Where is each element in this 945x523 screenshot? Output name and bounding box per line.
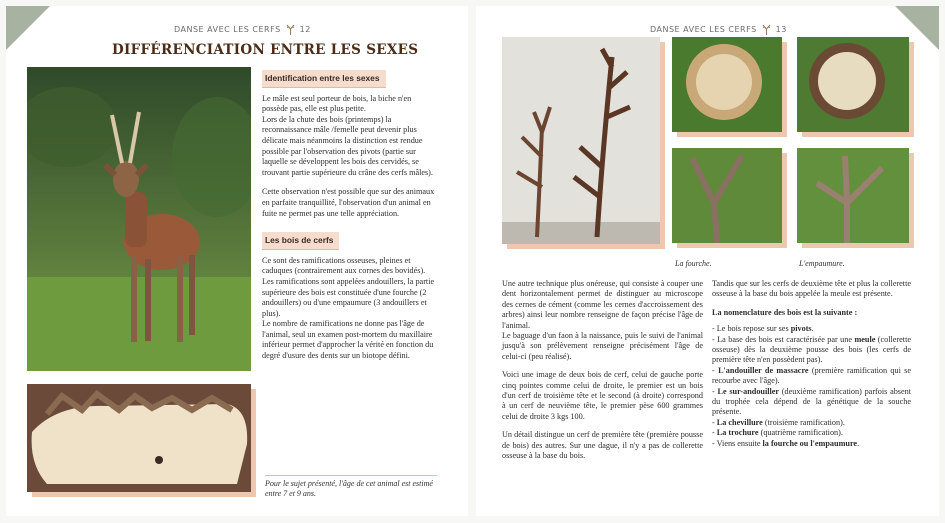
paragraph: Lors de la chute des bois (printemps) la reconnaissance mâle /femelle peut devenir plus délicate mais néanmoins la distinction est rendue possible par l'observation des pivots (partie sur laquelle se développent les bois des cervidés, se trouvant partie supérieure du crâne des cerfs mâles). xyxy=(262,114,433,177)
header-text: DANSE AVEC LES CERFS xyxy=(650,25,757,34)
paragraph: Tandis que sur les cerfs de deuxième tête et plus la collerette osseuse à la base du bois appelée la meule est présente. xyxy=(712,279,911,299)
deer-photo xyxy=(27,67,251,371)
paragraph: Une autre technique plus onéreuse, qui consiste à couper une dent horizontalement permet de distinguer au microscope des cernes de cément (comme les cernes d'accroissement des arbres) ainsi leur nombre renseigne de façon précise l'âge de l'animal. xyxy=(502,279,703,330)
section-heading-identification: Identification entre les sexes xyxy=(262,70,386,88)
paragraph: Ce sont des ramifications osseuses, pleines et caduques (contrairement aux cornes des bovidés). xyxy=(262,255,426,276)
jaw-photo xyxy=(27,384,251,492)
paragraph: Le baguage d'un faon à la naissance, puis le suivi de l'animal jusqu'à son prélèvement renseigne précisément l'âge de celui-ci (peu réalisé). xyxy=(502,331,703,361)
item-text: - La base des bois est caractérisée par une xyxy=(712,334,855,344)
corner-decoration xyxy=(6,6,50,50)
caption-empaumure: L'empaumure. xyxy=(799,259,845,268)
item-term: pivots xyxy=(790,324,812,334)
antlers-wall-photo xyxy=(502,37,660,244)
page-number: 13 xyxy=(775,25,787,34)
nomenclature-item xyxy=(712,418,911,428)
item-text: - xyxy=(712,417,717,427)
antler-base-photo-2 xyxy=(797,37,909,132)
nomenclature-item xyxy=(712,439,911,449)
paragraph: Un détail distingue un cerf de première tête (première pousse de bois) des autres. Sur une dague, il n'y a pas de collerette osseuse à la base du bois. xyxy=(502,430,703,461)
left-page xyxy=(6,6,468,516)
paragraph: Le mâle est seul porteur de bois, la biche n'en possède pas, elle est plus petite. xyxy=(262,93,412,114)
page-header xyxy=(174,24,311,35)
fourche-photo xyxy=(672,148,782,243)
item-term: La chevillure xyxy=(716,417,763,427)
header-text: DANSE AVEC LES CERFS xyxy=(174,25,281,34)
nomenclature-item xyxy=(712,324,911,334)
page-number: 12 xyxy=(299,25,311,34)
antler-icon xyxy=(286,24,295,35)
item-text: . xyxy=(857,438,860,448)
item-text: - xyxy=(712,386,718,396)
antler-icon xyxy=(762,24,771,35)
nomenclature-list xyxy=(712,324,911,449)
caption-fourche: La fourche. xyxy=(675,259,712,268)
paragraph: Le nombre de ramifications ne donne pas l'âge de l'animal, seul un examen post-mortem du maxillaire inférieur permet d'approcher la vérité en fonction du degré d'usure des dents sur un biotope défini. xyxy=(262,319,434,361)
right-page xyxy=(476,6,939,516)
item-text: (première ramification qui se recourbe avec l'âge). xyxy=(712,365,911,386)
item-term: L'andouiller de massacre xyxy=(718,365,809,375)
nomenclature-item xyxy=(712,428,911,438)
item-term: la fourche ou l'empaumure xyxy=(762,438,858,448)
nomenclature-item xyxy=(712,387,911,418)
section-heading-bois: Les bois de cerfs xyxy=(262,232,339,250)
item-text: - Le bois repose sur ses xyxy=(712,324,791,334)
page-header xyxy=(650,24,787,35)
item-text: (collerette osseuse) dès la deuxième pousse des bois (les cerfs de première tête n'en possèdent pas). xyxy=(712,334,911,365)
jaw-caption: Pour le sujet présenté, l'âge de cet animal est estimé entre 7 et 9 ans. xyxy=(265,475,437,499)
item-term: Le sur-andouiller xyxy=(717,386,780,396)
item-text: - xyxy=(712,365,719,375)
nomenclature-title: La nomenclature des bois est la suivante : xyxy=(712,307,858,317)
text-column-left xyxy=(262,70,438,371)
item-text: (quatrième ramification). xyxy=(758,428,843,438)
empaumure-photo xyxy=(797,148,909,243)
page-title: DIFFÉRENCIATION ENTRE LES SEXES xyxy=(112,42,419,58)
antler-base-photo-1 xyxy=(672,37,782,132)
item-text: - xyxy=(712,428,717,438)
item-text: (deuxième ramification) parfois absent du trophée cela dépend de la génétique de la souche présente. xyxy=(712,386,911,417)
text-column-1 xyxy=(502,279,703,470)
item-text: - Viens ensuite xyxy=(712,438,763,448)
paragraph: Cette observation n'est possible que sur des animaux en parfaite tranquillité, l'observation d'un animal en fuite ne permet pas une telle appréciation. xyxy=(262,187,435,218)
nomenclature-item xyxy=(712,366,911,387)
nomenclature-item xyxy=(712,335,911,366)
item-term: meule xyxy=(854,334,876,344)
paragraph: Voici une image de deux bois de cerf, celui de gauche porte cinq pointes comme celui de droite, le premier est un bois d'un cerf de troisième tête et le second (à droite) correspond à un cerf de neuvième tête, le premier pèse 600 grammes celui de droite 3 kgs 100. xyxy=(502,370,703,421)
item-text: (troisième ramification). xyxy=(762,417,845,427)
item-term: La trochure xyxy=(716,428,759,438)
text-column-2 xyxy=(712,279,911,449)
paragraph: Les ramifications sont appelées andouillers, la partie supérieure des bois est constituée d'une fourche (2 andouillers) ou d'une empaumure (3 andouillers et plus). xyxy=(262,276,435,318)
item-text: . xyxy=(811,324,814,334)
